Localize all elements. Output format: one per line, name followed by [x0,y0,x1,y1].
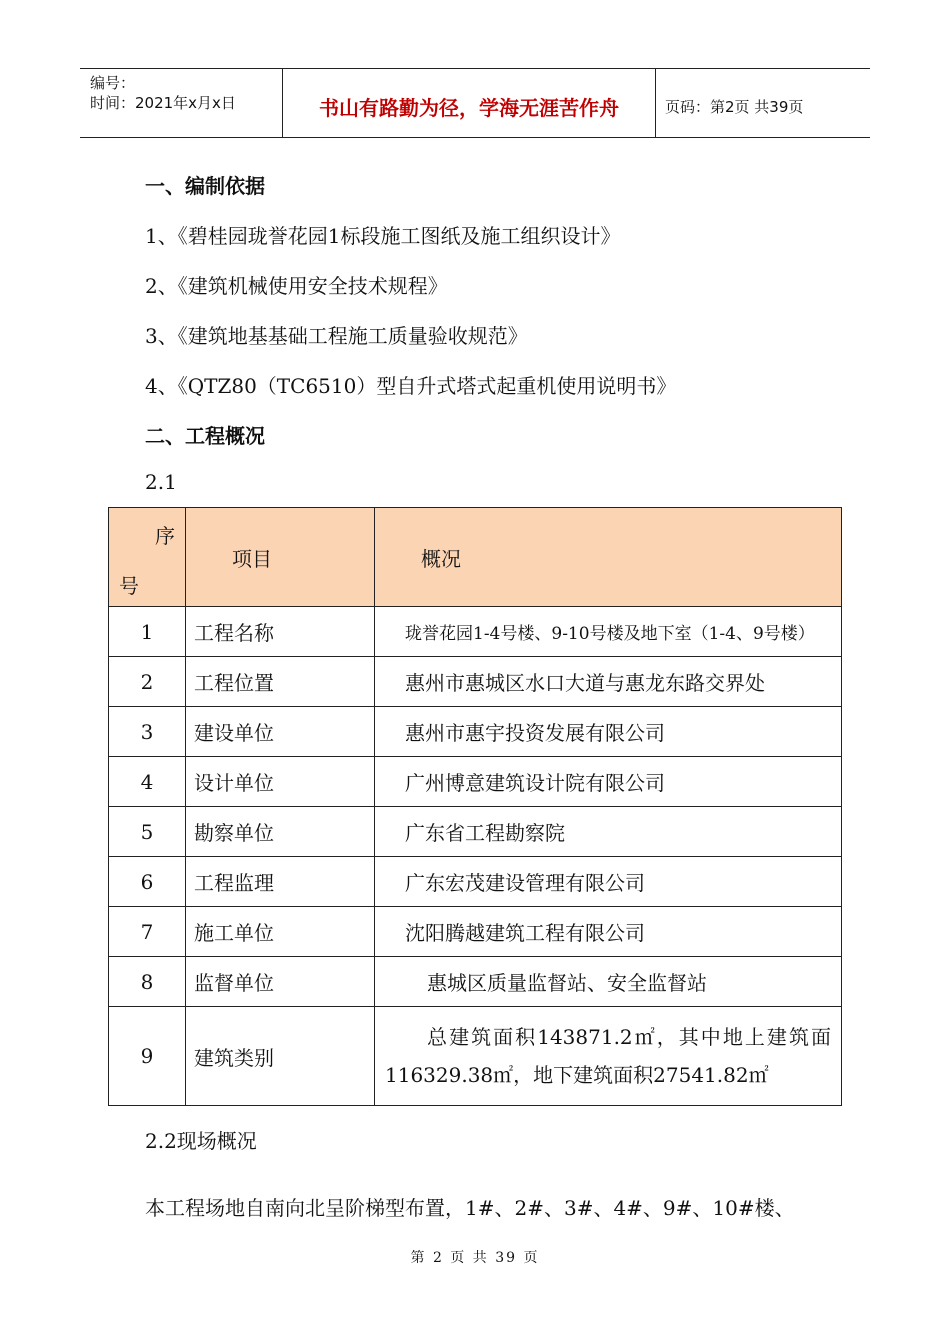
doc-number-label: 编号： [90,74,136,92]
table-row [109,957,842,1007]
table-row [109,607,842,657]
doc-date-label: 时间：2021年x月x日 [90,94,236,112]
table-row [109,907,842,957]
row-desc: 广东省工程勘察院 [375,807,842,857]
overview-table [108,507,842,1106]
row-no: 3 [109,707,186,757]
row-item: 监督单位 [186,957,375,1007]
row-desc-text: 总建筑面积143871.2㎡，其中地上建筑面116329.38㎡，地下建筑面积27541.82㎡ [385,1025,831,1087]
table-header-row [109,508,842,607]
row-desc: 惠州市惠城区水口大道与惠龙东路交界处 [375,657,842,707]
header-no-part2: 号 [119,574,139,598]
table-row [109,807,842,857]
row-no: 5 [109,807,186,857]
row-desc: 珑誉花园1-4号楼、9-10号楼及地下室（1-4、9号楼） [375,607,842,657]
row-item: 工程位置 [186,657,375,707]
table-row [109,707,842,757]
header-motto: 书山有路勤为径，学海无涯苦作舟 [319,95,619,120]
row-desc: 广州博意建筑设计院有限公司 [375,757,842,807]
basis-item-1: 1、《碧桂园珑誉花园1标段施工图纸及施工组织设计》 [145,224,621,248]
header-page-label: 页码：第2页 共39页 [665,97,804,116]
row-no: 6 [109,857,186,907]
basis-item-2: 2、《建筑机械使用安全技术规程》 [145,274,448,298]
row-item: 建筑类别 [186,1007,375,1106]
row-desc: 广东宏茂建设管理有限公司 [375,857,842,907]
header-meta [90,73,280,113]
header-cell-no [109,508,186,607]
row-item: 施工单位 [186,907,375,957]
row-desc: 惠城区质量监督站、安全监督站 [375,957,842,1007]
subsection-2-2: 2.2现场概况 [145,1129,257,1153]
row-no: 7 [109,907,186,957]
page-footer: 第 2 页 共 39 页 [410,1250,540,1266]
page-header [80,68,870,138]
table-row [109,757,842,807]
header-cell-desc: 概况 [375,508,842,607]
row-no: 8 [109,957,186,1007]
row-desc [375,1007,842,1106]
subsection-2-1: 2.1 [145,470,177,494]
table-row [109,1007,842,1106]
table-row [109,657,842,707]
row-item: 建设单位 [186,707,375,757]
header-divider [655,69,656,137]
basis-item-3: 3、《建筑地基基础工程施工质量验收规范》 [145,324,528,348]
row-item: 设计单位 [186,757,375,807]
header-cell-item: 项目 [186,508,375,607]
section2-heading: 二、工程概况 [145,424,265,448]
row-no: 2 [109,657,186,707]
row-no: 1 [109,607,186,657]
row-no: 9 [109,1007,186,1106]
site-paragraph: 本工程场地自南向北呈阶梯型布置，1#、2#、3#、4#、9#、10#楼、 [145,1196,795,1220]
row-item: 工程名称 [186,607,375,657]
header-divider [282,69,283,137]
section1-heading: 一、编制依据 [145,174,265,198]
table-row [109,857,842,907]
header-no-part1: 序 [155,524,175,548]
row-item: 工程监理 [186,857,375,907]
row-item: 勘察单位 [186,807,375,857]
row-no: 4 [109,757,186,807]
basis-item-4: 4、《QTZ80（TC6510）型自升式塔式起重机使用说明书》 [145,374,677,398]
row-desc: 沈阳腾越建筑工程有限公司 [375,907,842,957]
row-desc: 惠州市惠宇投资发展有限公司 [375,707,842,757]
